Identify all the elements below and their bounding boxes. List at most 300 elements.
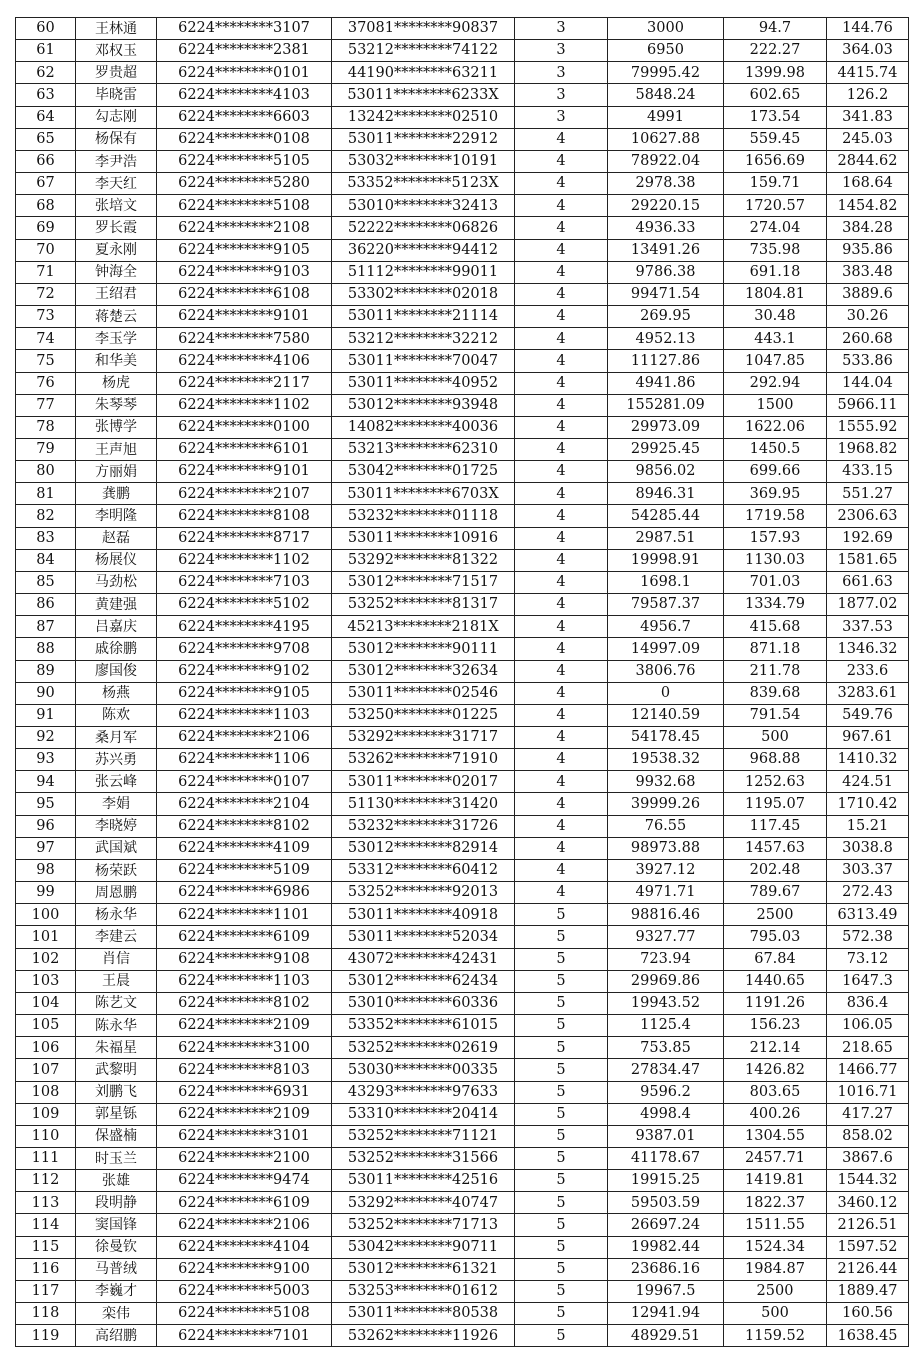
- amount-1-cell: 4952.13: [608, 328, 724, 350]
- bank-card-number-cell: 6224********2108: [157, 217, 332, 239]
- amount-3-cell: 2306.63: [827, 505, 909, 527]
- amount-3-cell: 1968.82: [827, 438, 909, 460]
- row-number-cell: 111: [16, 1147, 76, 1169]
- grade-cell: 5: [515, 904, 608, 926]
- bank-card-number-cell: 6224********2109: [157, 1015, 332, 1037]
- id-number-cell: 53012********32634: [332, 660, 515, 682]
- amount-2-cell: 369.95: [724, 483, 827, 505]
- amount-2-cell: 292.94: [724, 372, 827, 394]
- grade-cell: 4: [515, 505, 608, 527]
- id-number-cell: 53011********6703X: [332, 483, 515, 505]
- amount-1-cell: 98816.46: [608, 904, 724, 926]
- amount-3-cell: 3283.61: [827, 682, 909, 704]
- id-number-cell: 53042********01725: [332, 461, 515, 483]
- person-name-cell: 张雄: [76, 1170, 157, 1192]
- amount-1-cell: 59503.59: [608, 1192, 724, 1214]
- row-number-cell: 86: [16, 594, 76, 616]
- amount-3-cell: 551.27: [827, 483, 909, 505]
- amount-3-cell: 233.6: [827, 660, 909, 682]
- id-number-cell: 53310********20414: [332, 1103, 515, 1125]
- amount-3-cell: 3460.12: [827, 1192, 909, 1214]
- person-name-cell: 王绍君: [76, 283, 157, 305]
- bank-card-number-cell: 6224********8102: [157, 992, 332, 1014]
- grade-cell: 4: [515, 793, 608, 815]
- table-row: [16, 372, 909, 394]
- row-number-cell: 100: [16, 904, 76, 926]
- bank-card-number-cell: 6224********6603: [157, 106, 332, 128]
- table-row: [16, 837, 909, 859]
- bank-card-number-cell: 6224********6109: [157, 1192, 332, 1214]
- table-row: [16, 882, 909, 904]
- amount-3-cell: 260.68: [827, 328, 909, 350]
- table-row: [16, 416, 909, 438]
- amount-1-cell: 19943.52: [608, 992, 724, 1014]
- amount-2-cell: 701.03: [724, 571, 827, 593]
- id-number-cell: 53292********40747: [332, 1192, 515, 1214]
- row-number-cell: 79: [16, 438, 76, 460]
- grade-cell: 4: [515, 128, 608, 150]
- row-number-cell: 119: [16, 1325, 76, 1347]
- amount-3-cell: 1016.71: [827, 1081, 909, 1103]
- table-row: [16, 727, 909, 749]
- bank-card-number-cell: 6224********2381: [157, 40, 332, 62]
- grade-cell: 4: [515, 749, 608, 771]
- amount-2-cell: 1419.81: [724, 1170, 827, 1192]
- amount-3-cell: 4415.74: [827, 62, 909, 84]
- bank-card-number-cell: 6224********7103: [157, 571, 332, 593]
- id-number-cell: 53232********31726: [332, 815, 515, 837]
- row-number-cell: 91: [16, 704, 76, 726]
- bank-card-number-cell: 6224********6109: [157, 926, 332, 948]
- table-row: [16, 1258, 909, 1280]
- amount-2-cell: 274.04: [724, 217, 827, 239]
- records-table: [15, 17, 909, 1347]
- person-name-cell: 廖国俊: [76, 660, 157, 682]
- person-name-cell: 李尹浩: [76, 150, 157, 172]
- grade-cell: 3: [515, 40, 608, 62]
- amount-2-cell: 500: [724, 1303, 827, 1325]
- amount-3-cell: 424.51: [827, 771, 909, 793]
- grade-cell: 5: [515, 926, 608, 948]
- id-number-cell: 53012********93948: [332, 394, 515, 416]
- bank-card-number-cell: 6224********1102: [157, 394, 332, 416]
- row-number-cell: 77: [16, 394, 76, 416]
- id-number-cell: 53252********81317: [332, 594, 515, 616]
- grade-cell: 4: [515, 727, 608, 749]
- person-name-cell: 杨荣跃: [76, 859, 157, 881]
- amount-1-cell: 4936.33: [608, 217, 724, 239]
- grade-cell: 5: [515, 1015, 608, 1037]
- amount-3-cell: 836.4: [827, 992, 909, 1014]
- amount-1-cell: 4991: [608, 106, 724, 128]
- table-row: [16, 394, 909, 416]
- amount-1-cell: 9387.01: [608, 1125, 724, 1147]
- bank-card-number-cell: 6224********5003: [157, 1280, 332, 1302]
- amount-3-cell: 1877.02: [827, 594, 909, 616]
- bank-card-number-cell: 6224********1102: [157, 549, 332, 571]
- grade-cell: 5: [515, 1236, 608, 1258]
- amount-2-cell: 500: [724, 727, 827, 749]
- table-row: [16, 1015, 909, 1037]
- person-name-cell: 朱福星: [76, 1037, 157, 1059]
- amount-2-cell: 1426.82: [724, 1059, 827, 1081]
- grade-cell: 5: [515, 992, 608, 1014]
- person-name-cell: 刘鹏飞: [76, 1081, 157, 1103]
- id-number-cell: 53232********01118: [332, 505, 515, 527]
- table-row: [16, 239, 909, 261]
- person-name-cell: 陈欢: [76, 704, 157, 726]
- person-name-cell: 李晓婷: [76, 815, 157, 837]
- person-name-cell: 王声旭: [76, 438, 157, 460]
- amount-3-cell: 1710.42: [827, 793, 909, 815]
- amount-2-cell: 1822.37: [724, 1192, 827, 1214]
- amount-2-cell: 1719.58: [724, 505, 827, 527]
- amount-3-cell: 661.63: [827, 571, 909, 593]
- id-number-cell: 53212********74122: [332, 40, 515, 62]
- bank-card-number-cell: 6224********4104: [157, 1236, 332, 1258]
- grade-cell: 5: [515, 1214, 608, 1236]
- table-row: [16, 970, 909, 992]
- amount-3-cell: 858.02: [827, 1125, 909, 1147]
- amount-3-cell: 303.37: [827, 859, 909, 881]
- person-name-cell: 钟海全: [76, 261, 157, 283]
- amount-1-cell: 0: [608, 682, 724, 704]
- row-number-cell: 84: [16, 549, 76, 571]
- id-number-cell: 13242********02510: [332, 106, 515, 128]
- amount-3-cell: 341.83: [827, 106, 909, 128]
- grade-cell: 5: [515, 1103, 608, 1125]
- amount-2-cell: 173.54: [724, 106, 827, 128]
- grade-cell: 4: [515, 283, 608, 305]
- bank-card-number-cell: 6224********4195: [157, 616, 332, 638]
- row-number-cell: 103: [16, 970, 76, 992]
- person-name-cell: 和华美: [76, 350, 157, 372]
- person-name-cell: 黄建强: [76, 594, 157, 616]
- id-number-cell: 14082********40036: [332, 416, 515, 438]
- id-number-cell: 53292********31717: [332, 727, 515, 749]
- amount-3-cell: 168.64: [827, 173, 909, 195]
- id-number-cell: 53250********01225: [332, 704, 515, 726]
- table-row: [16, 1325, 909, 1347]
- table-row: [16, 40, 909, 62]
- amount-2-cell: 1622.06: [724, 416, 827, 438]
- row-number-cell: 78: [16, 416, 76, 438]
- person-name-cell: 龚鹏: [76, 483, 157, 505]
- amount-1-cell: 14997.09: [608, 638, 724, 660]
- grade-cell: 3: [515, 106, 608, 128]
- person-name-cell: 李天红: [76, 173, 157, 195]
- row-number-cell: 80: [16, 461, 76, 483]
- person-name-cell: 杨燕: [76, 682, 157, 704]
- bank-card-number-cell: 6224********7101: [157, 1325, 332, 1347]
- bank-card-number-cell: 6224********9101: [157, 306, 332, 328]
- table-row: [16, 505, 909, 527]
- amount-2-cell: 795.03: [724, 926, 827, 948]
- bank-card-number-cell: 6224********2106: [157, 727, 332, 749]
- amount-3-cell: 1555.92: [827, 416, 909, 438]
- amount-3-cell: 1638.45: [827, 1325, 909, 1347]
- amount-3-cell: 967.61: [827, 727, 909, 749]
- id-number-cell: 53011********22912: [332, 128, 515, 150]
- bank-card-number-cell: 6224********1106: [157, 749, 332, 771]
- row-number-cell: 110: [16, 1125, 76, 1147]
- table-row: [16, 1192, 909, 1214]
- amount-2-cell: 2500: [724, 1280, 827, 1302]
- table-row: [16, 571, 909, 593]
- amount-1-cell: 12941.94: [608, 1303, 724, 1325]
- table-row: [16, 1037, 909, 1059]
- id-number-cell: 53011********40952: [332, 372, 515, 394]
- person-name-cell: 戚徐鹏: [76, 638, 157, 660]
- amount-2-cell: 156.23: [724, 1015, 827, 1037]
- amount-1-cell: 48929.51: [608, 1325, 724, 1347]
- bank-card-number-cell: 6224********6986: [157, 882, 332, 904]
- row-number-cell: 102: [16, 948, 76, 970]
- table-row: [16, 926, 909, 948]
- amount-3-cell: 144.04: [827, 372, 909, 394]
- bank-card-number-cell: 6224********1103: [157, 704, 332, 726]
- table-row: [16, 815, 909, 837]
- grade-cell: 4: [515, 483, 608, 505]
- grade-cell: 4: [515, 195, 608, 217]
- row-number-cell: 63: [16, 84, 76, 106]
- grade-cell: 4: [515, 771, 608, 793]
- row-number-cell: 112: [16, 1170, 76, 1192]
- amount-2-cell: 1159.52: [724, 1325, 827, 1347]
- amount-1-cell: 29973.09: [608, 416, 724, 438]
- amount-1-cell: 27834.47: [608, 1059, 724, 1081]
- amount-1-cell: 12140.59: [608, 704, 724, 726]
- row-number-cell: 98: [16, 859, 76, 881]
- id-number-cell: 53011********40918: [332, 904, 515, 926]
- person-name-cell: 罗贵超: [76, 62, 157, 84]
- amount-3-cell: 1597.52: [827, 1236, 909, 1258]
- amount-1-cell: 54178.45: [608, 727, 724, 749]
- person-name-cell: 杨展仪: [76, 549, 157, 571]
- grade-cell: 5: [515, 1280, 608, 1302]
- grade-cell: 4: [515, 394, 608, 416]
- id-number-cell: 53252********02619: [332, 1037, 515, 1059]
- amount-1-cell: 2978.38: [608, 173, 724, 195]
- amount-1-cell: 3806.76: [608, 660, 724, 682]
- id-number-cell: 53262********11926: [332, 1325, 515, 1347]
- bank-card-number-cell: 6224********1101: [157, 904, 332, 926]
- amount-2-cell: 67.84: [724, 948, 827, 970]
- table-row: [16, 704, 909, 726]
- amount-3-cell: 144.76: [827, 18, 909, 40]
- amount-2-cell: 1524.34: [724, 1236, 827, 1258]
- amount-3-cell: 3889.6: [827, 283, 909, 305]
- table-row: [16, 62, 909, 84]
- amount-3-cell: 126.2: [827, 84, 909, 106]
- amount-3-cell: 383.48: [827, 261, 909, 283]
- amount-2-cell: 1252.63: [724, 771, 827, 793]
- grade-cell: 4: [515, 306, 608, 328]
- person-name-cell: 窦国锋: [76, 1214, 157, 1236]
- row-number-cell: 64: [16, 106, 76, 128]
- amount-2-cell: 1984.87: [724, 1258, 827, 1280]
- person-name-cell: 时玉兰: [76, 1147, 157, 1169]
- row-number-cell: 87: [16, 616, 76, 638]
- bank-card-number-cell: 6224********0101: [157, 62, 332, 84]
- amount-1-cell: 9786.38: [608, 261, 724, 283]
- table-row: [16, 660, 909, 682]
- amount-1-cell: 76.55: [608, 815, 724, 837]
- id-number-cell: 53262********71910: [332, 749, 515, 771]
- row-number-cell: 104: [16, 992, 76, 1014]
- amount-3-cell: 1454.82: [827, 195, 909, 217]
- row-number-cell: 93: [16, 749, 76, 771]
- amount-1-cell: 1698.1: [608, 571, 724, 593]
- amount-1-cell: 29220.15: [608, 195, 724, 217]
- row-number-cell: 75: [16, 350, 76, 372]
- grade-cell: 4: [515, 682, 608, 704]
- amount-1-cell: 13491.26: [608, 239, 724, 261]
- amount-3-cell: 272.43: [827, 882, 909, 904]
- bank-card-number-cell: 6224********2107: [157, 483, 332, 505]
- row-number-cell: 118: [16, 1303, 76, 1325]
- person-name-cell: 勾志刚: [76, 106, 157, 128]
- bank-card-number-cell: 6224********6108: [157, 283, 332, 305]
- id-number-cell: 52222********06826: [332, 217, 515, 239]
- row-number-cell: 72: [16, 283, 76, 305]
- amount-3-cell: 5966.11: [827, 394, 909, 416]
- amount-2-cell: 699.66: [724, 461, 827, 483]
- grade-cell: 4: [515, 882, 608, 904]
- person-name-cell: 栾伟: [76, 1303, 157, 1325]
- amount-3-cell: 549.76: [827, 704, 909, 726]
- amount-2-cell: 1450.5: [724, 438, 827, 460]
- amount-1-cell: 9596.2: [608, 1081, 724, 1103]
- amount-2-cell: 1399.98: [724, 62, 827, 84]
- table-row: [16, 461, 909, 483]
- person-name-cell: 武国斌: [76, 837, 157, 859]
- id-number-cell: 53042********90711: [332, 1236, 515, 1258]
- row-number-cell: 62: [16, 62, 76, 84]
- grade-cell: 4: [515, 416, 608, 438]
- row-number-cell: 81: [16, 483, 76, 505]
- person-name-cell: 朱琴琴: [76, 394, 157, 416]
- person-name-cell: 高绍鹏: [76, 1325, 157, 1347]
- id-number-cell: 53011********42516: [332, 1170, 515, 1192]
- grade-cell: 4: [515, 638, 608, 660]
- grade-cell: 4: [515, 704, 608, 726]
- grade-cell: 3: [515, 62, 608, 84]
- person-name-cell: 罗长霞: [76, 217, 157, 239]
- amount-3-cell: 1581.65: [827, 549, 909, 571]
- amount-2-cell: 1511.55: [724, 1214, 827, 1236]
- person-name-cell: 杨永华: [76, 904, 157, 926]
- person-name-cell: 李娟: [76, 793, 157, 815]
- bank-card-number-cell: 6224********0100: [157, 416, 332, 438]
- person-name-cell: 李建云: [76, 926, 157, 948]
- row-number-cell: 116: [16, 1258, 76, 1280]
- amount-2-cell: 602.65: [724, 84, 827, 106]
- amount-2-cell: 1457.63: [724, 837, 827, 859]
- person-name-cell: 毕晓雷: [76, 84, 157, 106]
- bank-card-number-cell: 6224********5108: [157, 195, 332, 217]
- row-number-cell: 90: [16, 682, 76, 704]
- amount-1-cell: 3927.12: [608, 859, 724, 881]
- person-name-cell: 肖信: [76, 948, 157, 970]
- id-number-cell: 53302********02018: [332, 283, 515, 305]
- table-row: [16, 195, 909, 217]
- row-number-cell: 73: [16, 306, 76, 328]
- amount-3-cell: 2126.51: [827, 1214, 909, 1236]
- row-number-cell: 88: [16, 638, 76, 660]
- grade-cell: 4: [515, 350, 608, 372]
- person-name-cell: 夏永刚: [76, 239, 157, 261]
- id-number-cell: 53011********02546: [332, 682, 515, 704]
- id-number-cell: 53012********90111: [332, 638, 515, 660]
- table-row: [16, 306, 909, 328]
- grade-cell: 5: [515, 1081, 608, 1103]
- bank-card-number-cell: 6224********8717: [157, 527, 332, 549]
- id-number-cell: 53011********80538: [332, 1303, 515, 1325]
- amount-2-cell: 1191.26: [724, 992, 827, 1014]
- person-name-cell: 张博学: [76, 416, 157, 438]
- amount-2-cell: 735.98: [724, 239, 827, 261]
- amount-3-cell: 1410.32: [827, 749, 909, 771]
- person-name-cell: 李玉学: [76, 328, 157, 350]
- grade-cell: 4: [515, 239, 608, 261]
- bank-card-number-cell: 6224********2100: [157, 1147, 332, 1169]
- table-row: [16, 1103, 909, 1125]
- table-row: [16, 1280, 909, 1302]
- person-name-cell: 马普绒: [76, 1258, 157, 1280]
- id-number-cell: 43072********42431: [332, 948, 515, 970]
- id-number-cell: 53011********21114: [332, 306, 515, 328]
- table-row: [16, 1059, 909, 1081]
- grade-cell: 5: [515, 1125, 608, 1147]
- amount-2-cell: 159.71: [724, 173, 827, 195]
- person-name-cell: 杨保有: [76, 128, 157, 150]
- amount-3-cell: 337.53: [827, 616, 909, 638]
- amount-1-cell: 19998.91: [608, 549, 724, 571]
- grade-cell: 4: [515, 461, 608, 483]
- row-number-cell: 117: [16, 1280, 76, 1302]
- amount-1-cell: 6950: [608, 40, 724, 62]
- amount-3-cell: 364.03: [827, 40, 909, 62]
- person-name-cell: 周恩鹏: [76, 882, 157, 904]
- bank-card-number-cell: 6224********9105: [157, 682, 332, 704]
- amount-3-cell: 1544.32: [827, 1170, 909, 1192]
- amount-3-cell: 533.86: [827, 350, 909, 372]
- bank-card-number-cell: 6224********2117: [157, 372, 332, 394]
- row-number-cell: 83: [16, 527, 76, 549]
- person-name-cell: 李明隆: [76, 505, 157, 527]
- table-row: [16, 84, 909, 106]
- amount-2-cell: 1130.03: [724, 549, 827, 571]
- table-row: [16, 594, 909, 616]
- bank-card-number-cell: 6224********9103: [157, 261, 332, 283]
- id-number-cell: 53352********5123X: [332, 173, 515, 195]
- amount-2-cell: 1334.79: [724, 594, 827, 616]
- table-row: [16, 483, 909, 505]
- amount-3-cell: 935.86: [827, 239, 909, 261]
- table-row: [16, 771, 909, 793]
- table-row: [16, 438, 909, 460]
- amount-3-cell: 192.69: [827, 527, 909, 549]
- amount-2-cell: 789.67: [724, 882, 827, 904]
- row-number-cell: 96: [16, 815, 76, 837]
- amount-3-cell: 160.56: [827, 1303, 909, 1325]
- row-number-cell: 101: [16, 926, 76, 948]
- person-name-cell: 武黎明: [76, 1059, 157, 1081]
- person-name-cell: 马劲松: [76, 571, 157, 593]
- row-number-cell: 68: [16, 195, 76, 217]
- table-row: [16, 793, 909, 815]
